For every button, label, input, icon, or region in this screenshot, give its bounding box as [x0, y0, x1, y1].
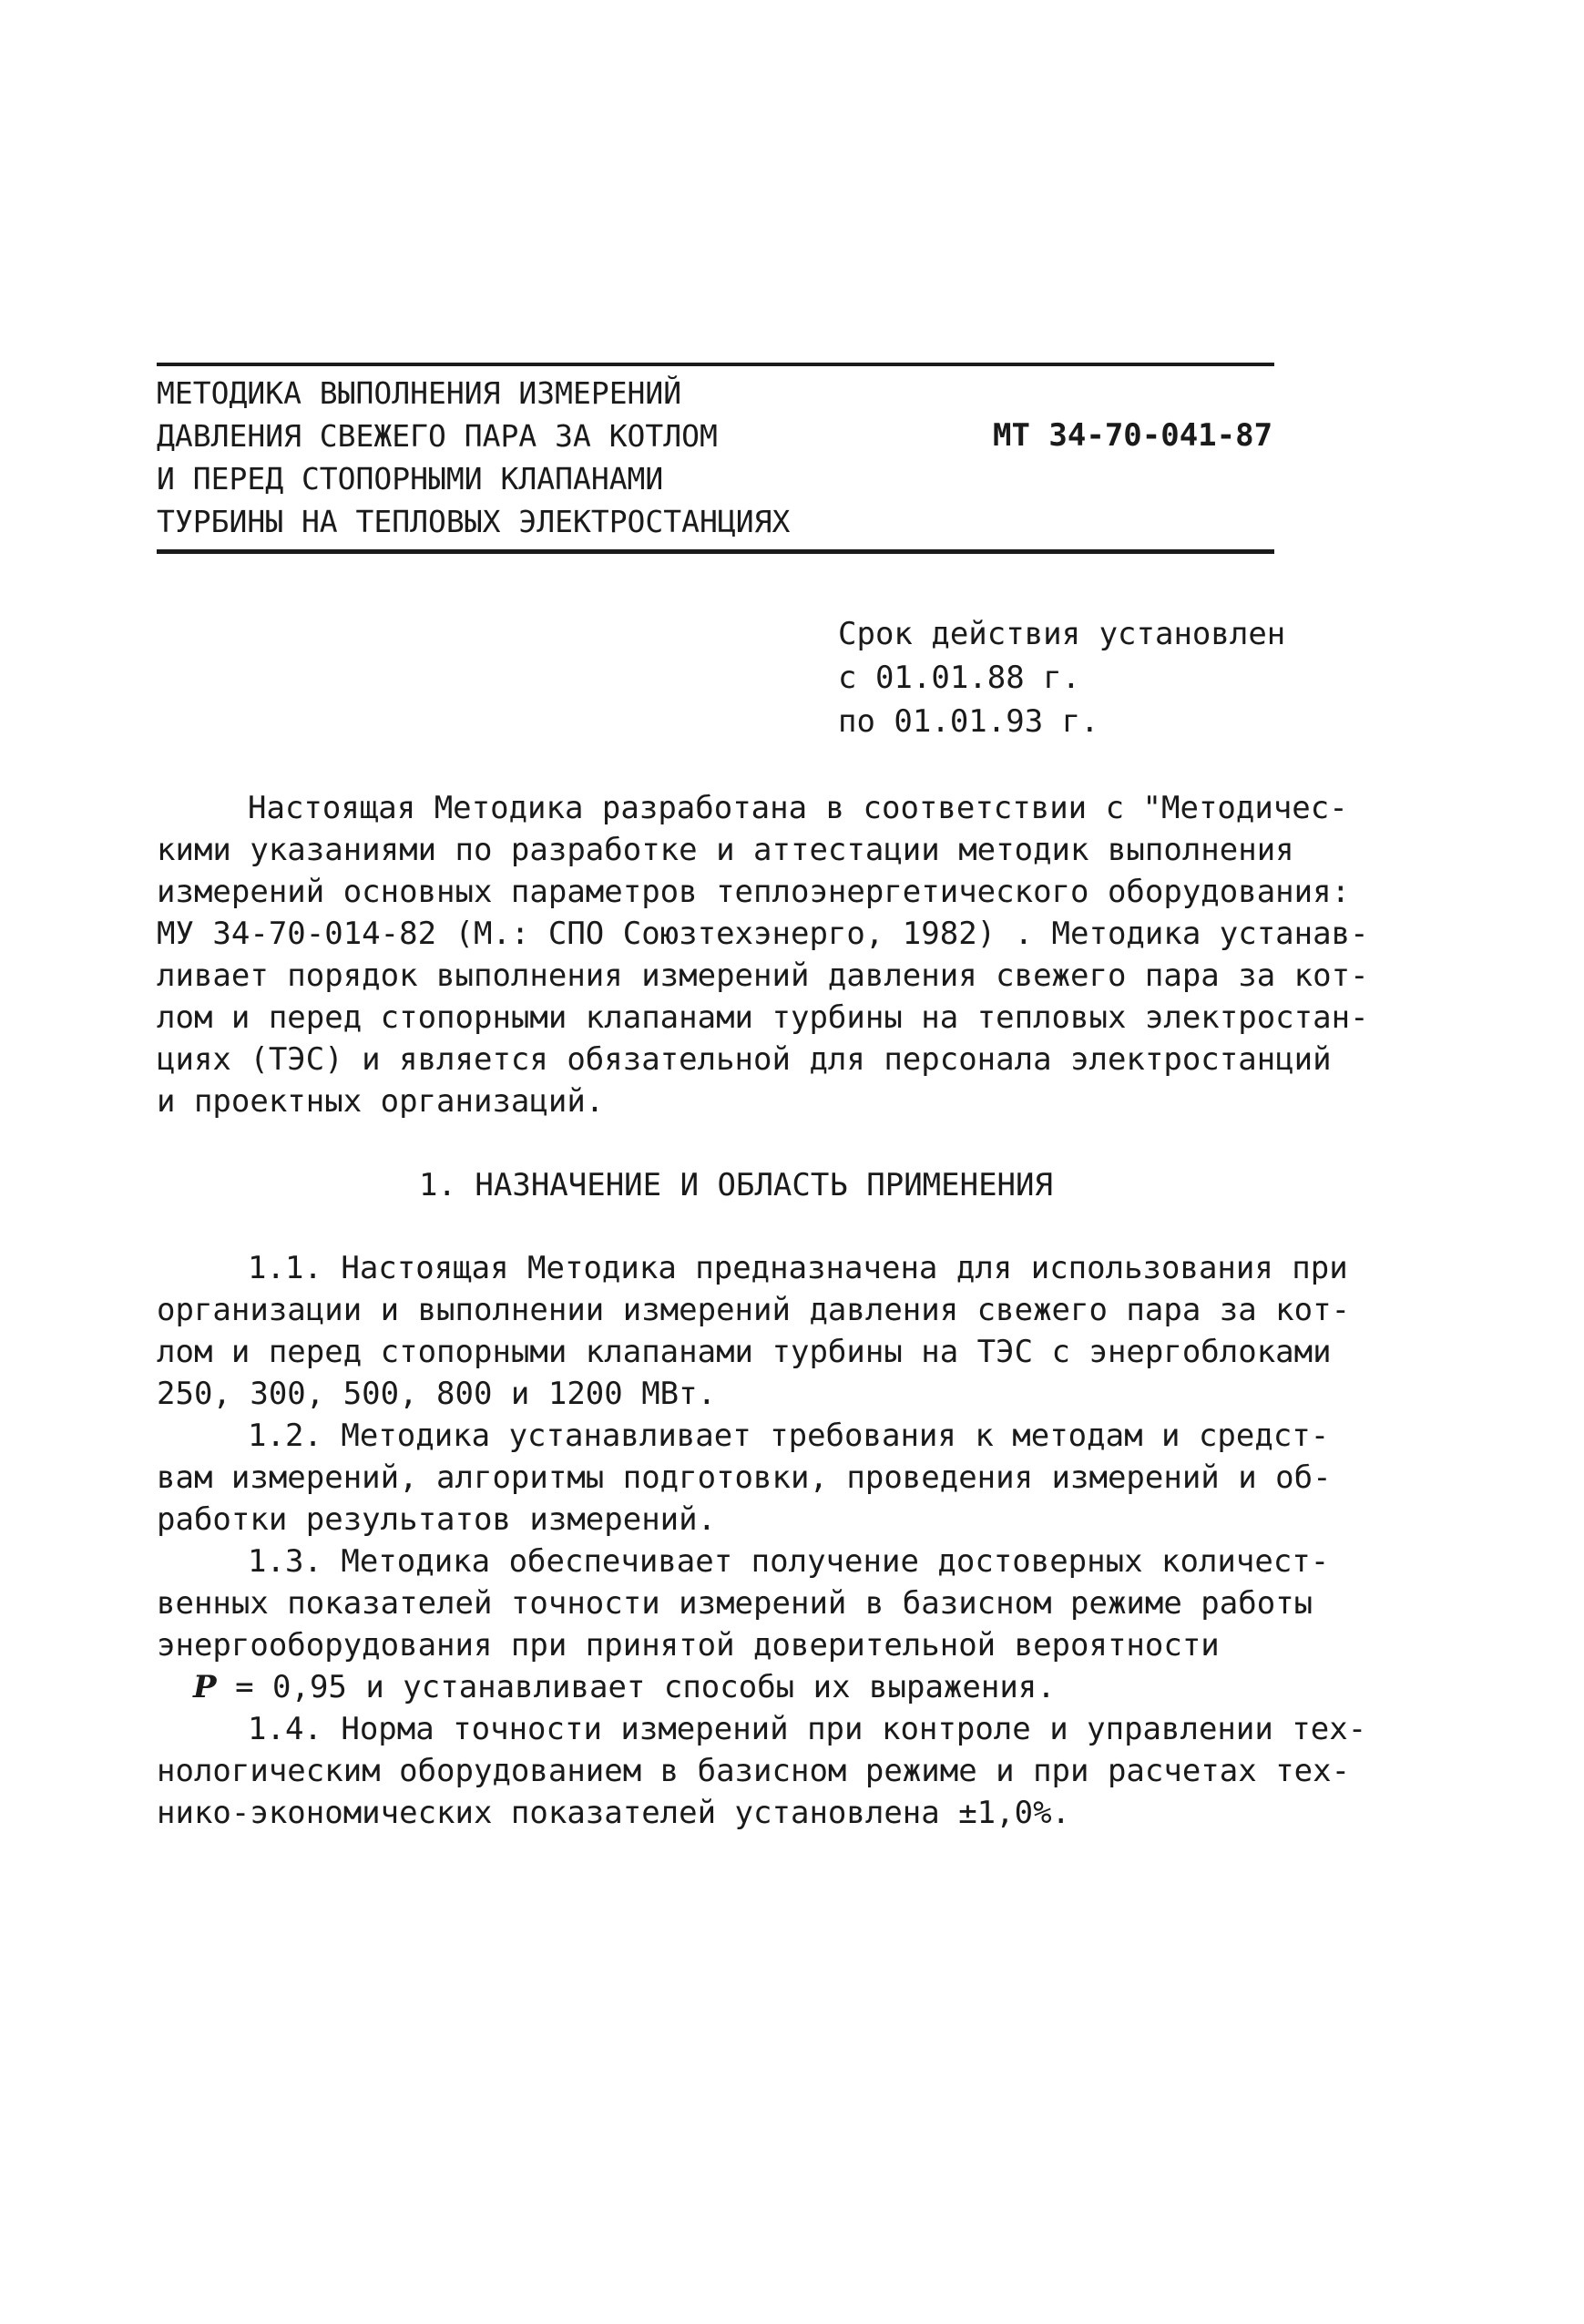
rho-symbol: P: [193, 1669, 217, 1705]
clause-line: нико-экономических показателей установлена ±1,0%.: [157, 1795, 1071, 1831]
section-heading: 1. НАЗНАЧЕНИЕ И ОБЛАСТЬ ПРИМЕНЕНИЯ: [419, 1167, 1053, 1203]
intro-line: и проектных организаций.: [157, 1083, 605, 1120]
validity-period: [838, 612, 1285, 743]
clause-line: организации и выполнении измерений давления свежего пара за кот-: [157, 1292, 1351, 1328]
intro-line: кими указаниями по разработке и аттестации методик выполнения: [157, 832, 1294, 868]
header-top-rule: [157, 363, 1274, 366]
clause-line: венных показателей точности измерений в базисном режиме работы: [157, 1585, 1313, 1622]
clause-line: 1.1. Настоящая Методика предназначена для использования при: [248, 1250, 1348, 1286]
intro-line: измерений основных параметров теплоэнергетического оборудования:: [157, 874, 1351, 910]
title-line-3: И ПЕРЕД СТОПОРНЫМИ КЛАПАНАМИ: [157, 461, 664, 497]
header-bottom-rule: [157, 549, 1274, 554]
title-line-4: ТУРБИНЫ НА ТЕПЛОВЫХ ЭЛЕКТРОСТАНЦИЯХ: [157, 504, 791, 539]
document-title: [157, 372, 976, 543]
document-code: МТ 34-70-041-87: [993, 417, 1273, 454]
intro-line: циях (ТЭС) и является обязательной для персонала электростанций: [157, 1041, 1332, 1078]
clause-line: работки результатов измерений.: [157, 1501, 717, 1538]
validity-line-3: по 01.01.93 г.: [838, 703, 1099, 740]
clause-line: = 0,95 и устанавливает способы их выражения.: [235, 1669, 1056, 1705]
section-1-text: [157, 1247, 1367, 1834]
clause-line: 250, 300, 500, 800 и 1200 МВт.: [157, 1376, 717, 1412]
clause-line: энергооборудования при принятой доверительной вероятности: [157, 1627, 1220, 1664]
intro-line: ливает порядок выполнения измерений давления свежего пара за кот-: [157, 957, 1369, 994]
clause-line: вам измерений, алгоритмы подготовки, проведения измерений и об-: [157, 1459, 1332, 1496]
title-line-2: ДАВЛЕНИЯ СВЕЖЕГО ПАРА ЗА КОТЛОМ: [157, 418, 718, 454]
clause-line: нологическим оборудованием в базисном режиме и при расчетах тех-: [157, 1753, 1351, 1789]
intro-line: МУ 34-70-014-82 (М.: СПО Союзтехэнерго, 1982) . Методика устанав-: [157, 916, 1369, 952]
intro-line: лом и перед стопорными клапанами турбины на тепловых электростан-: [157, 999, 1369, 1036]
validity-line-1: Срок действия установлен: [838, 616, 1286, 652]
clause-line: 1.4. Норма точности измерений при контроле и управлении тех-: [248, 1711, 1367, 1747]
intro-line: Настоящая Методика разработана в соответствии с "Методичес-: [248, 790, 1348, 826]
validity-line-2: с 01.01.88 г.: [838, 660, 1081, 696]
title-line-1: МЕТОДИКА ВЫПОЛНЕНИЯ ИЗМЕРЕНИЙ: [157, 375, 682, 411]
clause-line: лом и перед стопорными клапанами турбины на ТЭС с энергоблоками: [157, 1334, 1332, 1370]
clause-line-rho: [157, 1666, 1286, 1708]
clause-line: 1.3. Методика обеспечивает получение достоверных количест-: [248, 1543, 1330, 1580]
intro-paragraph: [157, 787, 1369, 1122]
clause-line: 1.2. Методика устанавливает требования к методам и средст-: [248, 1418, 1330, 1454]
